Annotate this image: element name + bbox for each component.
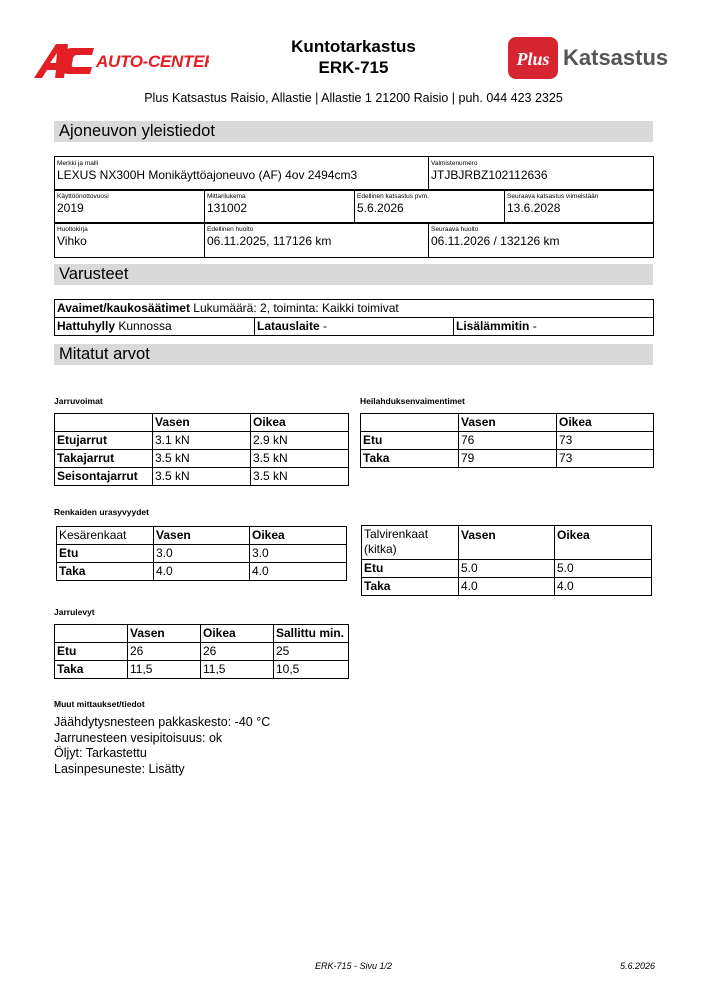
ac-logo-text: AUTO-CENTER bbox=[96, 52, 209, 71]
list-item: Jarrunesteen vesipitoisuus: ok bbox=[54, 730, 223, 745]
keys-value: Lukumäärä: 2, toiminta: Kaikki toimivat bbox=[193, 301, 399, 315]
next-service-cell bbox=[429, 223, 654, 258]
table-row bbox=[361, 432, 654, 450]
section-equipment-title: Varusteet bbox=[54, 264, 653, 285]
shelf-label: Hattuhylly bbox=[57, 319, 116, 333]
cell-left: 76 bbox=[459, 432, 557, 450]
first-reg-label: Käyttöönottovuosi bbox=[57, 193, 109, 200]
heater-cell bbox=[454, 318, 654, 336]
brake-discs-table bbox=[54, 624, 349, 679]
section-measured-title: Mitatut arvot bbox=[54, 344, 653, 365]
odometer-label: Mittarilukema bbox=[207, 193, 246, 200]
vin-cell bbox=[429, 157, 654, 191]
winter-header-row bbox=[362, 526, 652, 560]
shocks-header-row bbox=[361, 414, 654, 432]
row-label: Taka bbox=[57, 563, 154, 581]
next-inspection-value: 13.6.2028 bbox=[507, 201, 561, 215]
row-label: Etu bbox=[57, 545, 154, 563]
discs-col-left: Vasen bbox=[128, 625, 201, 643]
make-model-cell bbox=[55, 157, 429, 191]
title-line2: ERK-715 bbox=[318, 58, 389, 77]
next-service-label: Seuraava huolto bbox=[431, 226, 479, 233]
cell-left: 3.5 kN bbox=[153, 450, 251, 468]
odometer-value: 131002 bbox=[207, 201, 248, 215]
winter-col-right: Oikea bbox=[555, 526, 652, 560]
cell-left: 5.0 bbox=[459, 560, 555, 578]
row-label: Etu bbox=[362, 560, 459, 578]
row-label: Etujarrut bbox=[55, 432, 153, 450]
service-book-cell bbox=[55, 223, 205, 258]
cell-right: 3.5 kN bbox=[251, 450, 349, 468]
list-item: Jäähdytysnesteen pakkaskesto: -40 °C bbox=[54, 715, 271, 729]
misc-list bbox=[54, 715, 270, 777]
odometer-cell bbox=[205, 190, 355, 224]
section-general-title: Ajoneuvon yleistiedot bbox=[54, 121, 653, 142]
plus-katsastus-logo bbox=[506, 35, 676, 83]
discs-col-min: Sallittu min. bbox=[274, 625, 349, 643]
general-info-grid bbox=[54, 156, 653, 257]
table-row bbox=[55, 450, 349, 468]
make-model-label: Merkki ja malli bbox=[57, 160, 99, 167]
table-row bbox=[57, 545, 347, 563]
brakes-col-right: Oikea bbox=[251, 414, 349, 432]
row-label: Etu bbox=[361, 432, 459, 450]
cell-right: 4.0 bbox=[555, 578, 652, 596]
service-book-label: Huoltokirja bbox=[57, 226, 88, 233]
brake-force-table bbox=[54, 413, 349, 486]
prev-service-value: 06.11.2025, 117126 km bbox=[207, 234, 332, 248]
table-row bbox=[55, 661, 349, 679]
row-label: Seisontajarrut bbox=[55, 468, 153, 486]
cell-right: 73 bbox=[557, 450, 654, 468]
summer-header-row bbox=[57, 527, 347, 545]
discs-header-row bbox=[55, 625, 349, 643]
table-row bbox=[362, 578, 652, 596]
cell-right: 11,5 bbox=[201, 661, 274, 679]
cell-left: 79 bbox=[459, 450, 557, 468]
winter-tyres-table bbox=[361, 525, 652, 596]
list-item: Öljyt: Tarkastettu bbox=[54, 746, 147, 760]
misc-title: Muut mittaukset/tiedot bbox=[54, 699, 145, 709]
shocks-title: Heilahduksenvaimentimet bbox=[360, 396, 465, 406]
winter-header bbox=[362, 526, 459, 560]
charger-value: - bbox=[323, 319, 328, 333]
cell-right: 2.9 kN bbox=[251, 432, 349, 450]
keys-label: Avaimet/kaukosäätimet bbox=[57, 301, 190, 315]
prev-service-cell bbox=[205, 223, 429, 258]
table-row bbox=[362, 560, 652, 578]
vin-value: JTJBJRBZ102112636 bbox=[431, 168, 548, 182]
first-reg-value: 2019 bbox=[57, 201, 84, 215]
shocks-col-left: Vasen bbox=[459, 414, 557, 432]
summer-tyres-table bbox=[56, 526, 347, 581]
keys-cell bbox=[55, 300, 654, 318]
brakes-header-row bbox=[55, 414, 349, 432]
shelf-value: Kunnossa bbox=[118, 319, 172, 333]
cell-left: 3.1 kN bbox=[153, 432, 251, 450]
heater-value: - bbox=[532, 319, 537, 333]
row-label: Taka bbox=[55, 661, 128, 679]
shocks-header-empty bbox=[361, 414, 459, 432]
prev-service-label: Edellinen huolto bbox=[207, 226, 254, 233]
cell-right: 3.5 kN bbox=[251, 468, 349, 486]
heater-label: Lisälämmitin bbox=[456, 319, 530, 333]
next-service-value: 06.11.2026 / 132126 km bbox=[431, 234, 560, 248]
winter-header-line2: (kitka) bbox=[364, 542, 397, 556]
table-row bbox=[361, 450, 654, 468]
brakes-col-left: Vasen bbox=[153, 414, 251, 432]
cell-min: 10,5 bbox=[274, 661, 349, 679]
next-inspection-label: Seuraava katsastus viimeistään bbox=[507, 193, 599, 200]
footer-date: 5.6.2026 bbox=[620, 961, 656, 971]
shelf-cell bbox=[55, 318, 255, 336]
cell-left: 3.5 kN bbox=[153, 468, 251, 486]
row-label: Etu bbox=[55, 643, 128, 661]
row-label: Taka bbox=[362, 578, 459, 596]
address-line: Plus Katsastus Raisio, Allastie | Allastie 1 21200 Raisio | puh. 044 423 2325 bbox=[144, 91, 563, 105]
summer-col-right: Oikea bbox=[250, 527, 347, 545]
make-model-value: LEXUS NX300H Monikäyttöajoneuvo (AF) 4ov 2494cm3 bbox=[57, 168, 358, 182]
tread-title: Renkaiden urasyvyydet bbox=[54, 507, 149, 517]
next-inspection-cell bbox=[505, 190, 654, 224]
discs-header-empty bbox=[55, 625, 128, 643]
plus-logo-word2: Katsastus bbox=[563, 45, 669, 70]
cell-left: 4.0 bbox=[154, 563, 250, 581]
table-row bbox=[55, 432, 349, 450]
cell-min: 25 bbox=[274, 643, 349, 661]
row-label: Taka bbox=[361, 450, 459, 468]
table-row bbox=[55, 643, 349, 661]
list-item: Lasinpesuneste: Lisätty bbox=[54, 761, 185, 776]
discs-title: Jarrulevyt bbox=[54, 607, 95, 617]
table-row bbox=[57, 563, 347, 581]
table-row bbox=[55, 468, 349, 486]
title-line1: Kuntotarkastus bbox=[291, 37, 416, 56]
summer-col-left: Vasen bbox=[154, 527, 250, 545]
winter-col-left: Vasen bbox=[459, 526, 555, 560]
cell-right: 5.0 bbox=[555, 560, 652, 578]
charger-label: Latauslaite bbox=[257, 319, 320, 333]
charger-cell bbox=[255, 318, 454, 336]
page-number: ERK-715 - Sivu 1/2 bbox=[314, 961, 393, 971]
brakes-title: Jarruvoimat bbox=[54, 396, 103, 406]
plus-logo-word1: Plus bbox=[516, 49, 550, 69]
cell-right: 26 bbox=[201, 643, 274, 661]
cell-left: 26 bbox=[128, 643, 201, 661]
cell-left: 4.0 bbox=[459, 578, 555, 596]
brakes-header-empty bbox=[55, 414, 153, 432]
shocks-col-right: Oikea bbox=[557, 414, 654, 432]
cell-left: 3.0 bbox=[154, 545, 250, 563]
prev-inspection-cell bbox=[355, 190, 505, 224]
summer-header: Kesärenkaat bbox=[57, 527, 154, 545]
discs-col-right: Oikea bbox=[201, 625, 274, 643]
first-reg-cell bbox=[55, 190, 205, 224]
service-book-value: Vihko bbox=[57, 234, 87, 248]
shock-absorber-table bbox=[360, 413, 654, 468]
prev-inspection-label: Edellinen katsastus pvm. bbox=[357, 193, 429, 200]
vin-label: Valmistenumero bbox=[431, 160, 478, 167]
winter-header-line1: Talvirenkaat bbox=[364, 527, 429, 541]
cell-right: 3.0 bbox=[250, 545, 347, 563]
cell-right: 4.0 bbox=[250, 563, 347, 581]
cell-right: 73 bbox=[557, 432, 654, 450]
equipment-table bbox=[54, 299, 654, 336]
prev-inspection-value: 5.6.2026 bbox=[357, 201, 404, 215]
row-label: Takajarrut bbox=[55, 450, 153, 468]
cell-left: 11,5 bbox=[128, 661, 201, 679]
